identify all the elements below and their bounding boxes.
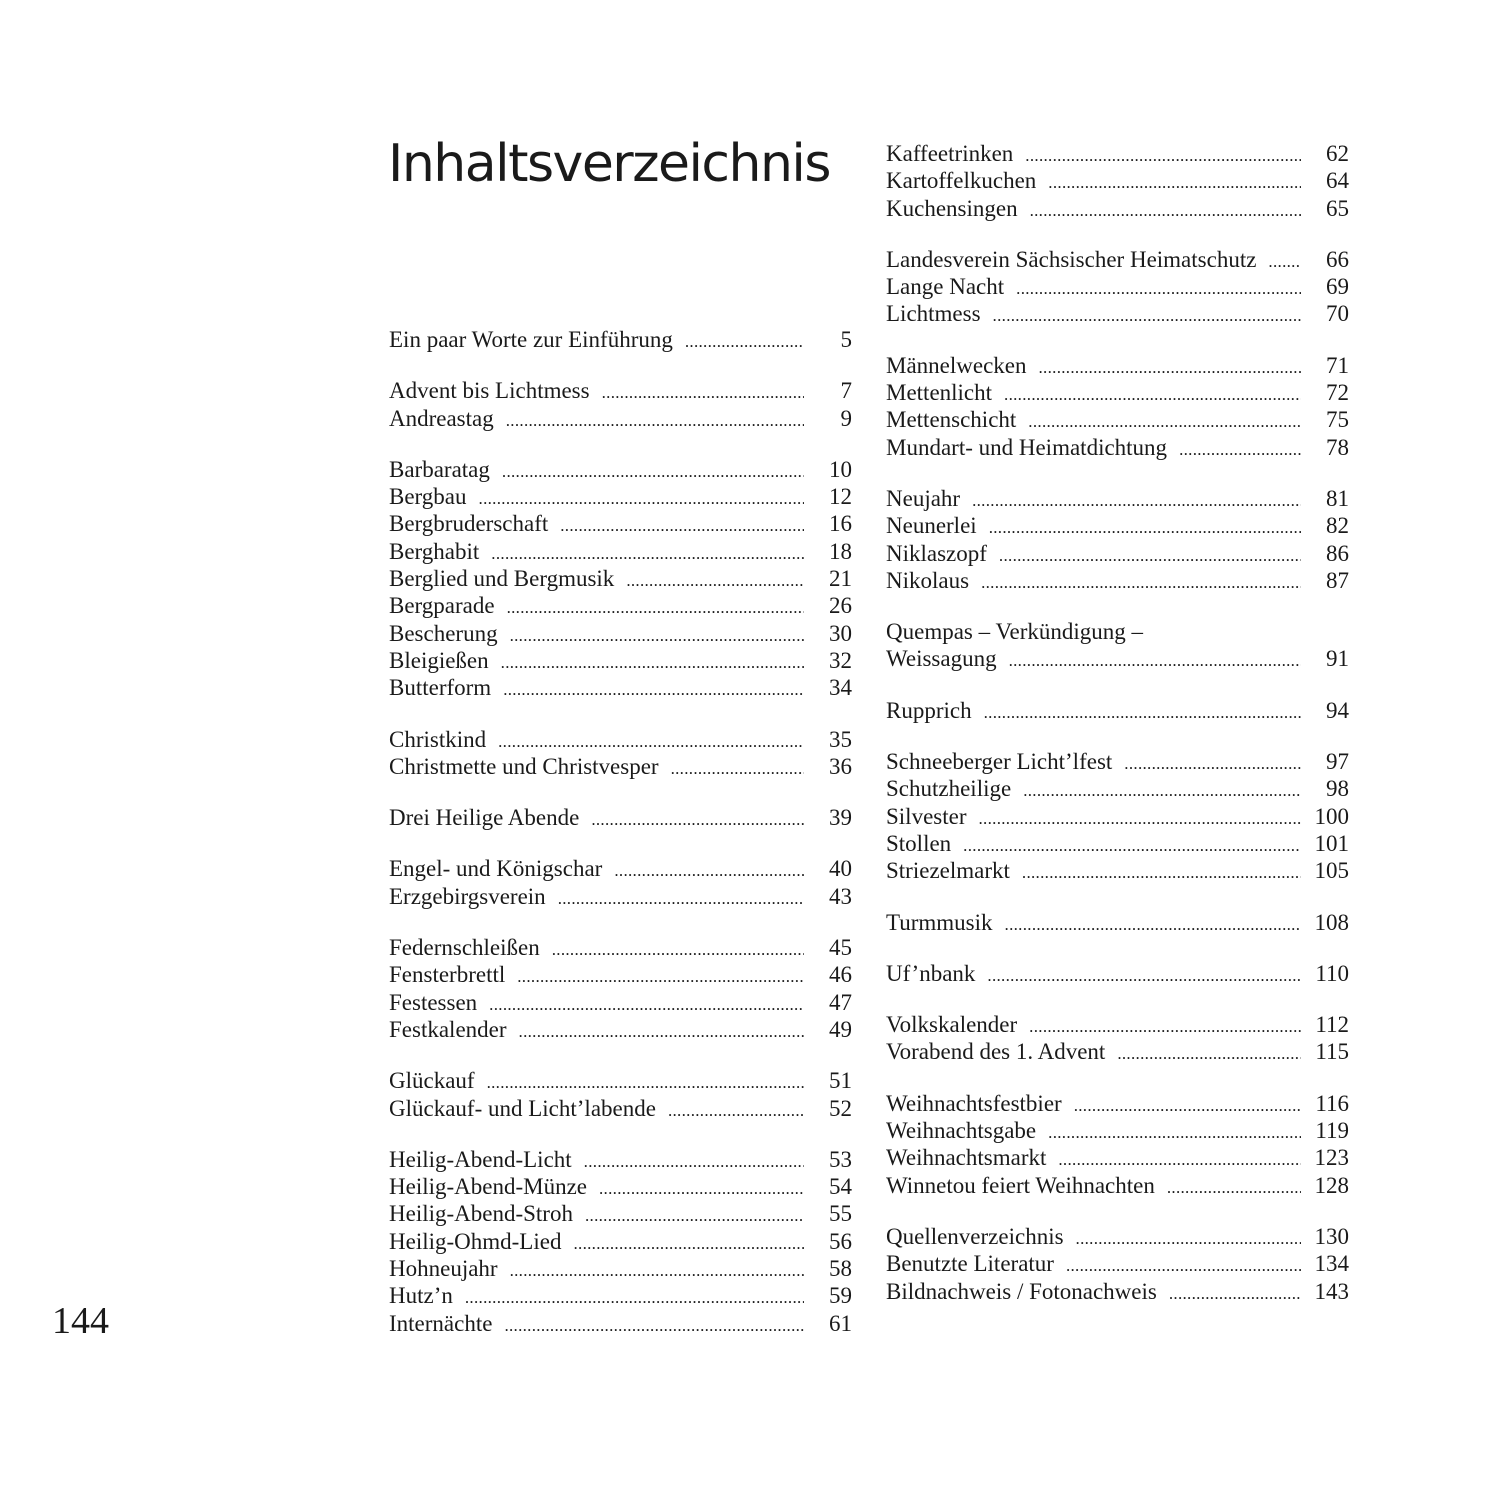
toc-entry-page: 72 <box>1326 380 1349 406</box>
toc-entry <box>886 748 1349 775</box>
toc-entry-page: 130 <box>1314 1223 1349 1249</box>
toc-entry-page: 62 <box>1326 141 1349 166</box>
toc-dot-leader <box>1179 436 1301 463</box>
toc-entry-page: 87 <box>1326 567 1349 593</box>
toc-entry <box>389 620 852 647</box>
toc-entry-page: 110 <box>1315 960 1349 986</box>
toc-dot-leader <box>999 542 1301 569</box>
toc-entry <box>886 645 1349 672</box>
toc-entry <box>886 1117 1349 1144</box>
toc-entry-label: Engel- und Königschar <box>389 856 603 882</box>
toc-entry-page: 5 <box>840 327 852 352</box>
toc-entry-page: 115 <box>1315 1039 1349 1065</box>
toc-dot-leader <box>1169 1280 1301 1307</box>
toc-entry-label: Weihnachtsgabe <box>886 1118 1037 1144</box>
toc-entry-page: 101 <box>1314 830 1349 856</box>
toc-group <box>389 934 852 1043</box>
toc-entry-label: Weihnachtsfestbier <box>886 1090 1062 1116</box>
toc-entry-label: Bleigießen <box>389 647 489 673</box>
toc-dot-leader <box>1030 197 1301 224</box>
toc-entry-page: 53 <box>829 1146 852 1172</box>
toc-dot-leader <box>1028 408 1301 435</box>
toc-entry-label: Uf’nbank <box>886 960 976 986</box>
toc-entry-page: 34 <box>829 675 852 701</box>
toc-entry-page: 9 <box>840 405 852 431</box>
toc-entry <box>886 857 1349 884</box>
toc-dot-leader <box>1167 1174 1301 1201</box>
toc-entry-label: Silvester <box>886 803 967 829</box>
toc-entry-label: Mettenschicht <box>886 407 1017 433</box>
toc-entry-label: Bergbau <box>389 484 467 510</box>
toc-entry-label: Lange Nacht <box>886 274 1005 300</box>
toc-dot-leader <box>1066 1252 1301 1279</box>
toc-entry <box>389 483 852 510</box>
toc-entry <box>389 1095 852 1122</box>
toc-group <box>886 1223 1349 1305</box>
toc-dot-leader <box>465 1284 804 1311</box>
toc-entry <box>389 538 852 565</box>
toc-dot-leader <box>558 885 804 912</box>
toc-entry-page: 10 <box>829 456 852 482</box>
toc-entry-page: 30 <box>829 620 852 646</box>
toc-entry-page: 86 <box>1326 540 1349 566</box>
toc-entry <box>886 803 1349 830</box>
toc-entry-label: Bergbruderschaft <box>389 511 549 537</box>
toc-entry-page: 134 <box>1314 1251 1349 1277</box>
toc-entry-label: Niklaszopf <box>886 540 987 566</box>
toc-entry-label: Festkalender <box>389 1016 507 1042</box>
toc-entry-label: Benutzte Literatur <box>886 1251 1054 1277</box>
toc-group <box>886 618 1349 673</box>
toc-dot-leader <box>987 962 1301 989</box>
toc-entry-page: 55 <box>829 1201 852 1227</box>
toc-entry-page: 75 <box>1326 407 1349 433</box>
toc-entry-page: 71 <box>1326 352 1349 378</box>
toc-dot-leader <box>668 1097 804 1124</box>
toc-entry <box>886 1223 1349 1250</box>
toc-entry-page: 16 <box>829 511 852 537</box>
toc-dot-leader <box>1039 354 1302 381</box>
toc-entry <box>389 1310 852 1337</box>
toc-entry <box>886 1278 1349 1305</box>
toc-entry <box>886 1038 1349 1065</box>
toc-entry <box>389 1067 852 1094</box>
toc-entry-page: 58 <box>829 1256 852 1282</box>
toc-entry-page: 82 <box>1326 513 1349 539</box>
toc-entry-page: 46 <box>829 962 852 988</box>
toc-entry-page: 35 <box>829 726 852 752</box>
toc-dot-leader <box>1022 859 1301 886</box>
toc-entry-page: 100 <box>1314 803 1349 829</box>
toc-entry <box>886 567 1349 594</box>
toc-column-right <box>886 140 1349 1329</box>
toc-entry-page: 21 <box>829 566 852 592</box>
toc-entry-page: 143 <box>1314 1278 1349 1304</box>
toc-dot-leader <box>1268 248 1301 275</box>
toc-dot-leader <box>498 728 804 755</box>
toc-entry-label: Neunerlei <box>886 513 977 539</box>
toc-group <box>886 697 1349 724</box>
toc-dot-leader <box>685 328 804 355</box>
toc-entry <box>886 195 1349 222</box>
toc-entry-page: 18 <box>829 538 852 564</box>
toc-dot-leader <box>1076 1225 1301 1252</box>
toc-entry-page: 56 <box>829 1228 852 1254</box>
toc-group <box>886 1090 1349 1199</box>
toc-dot-leader <box>1124 750 1301 777</box>
toc-dot-leader <box>510 1257 804 1284</box>
toc-entry-label: Kaffeetrinken <box>886 141 1014 166</box>
toc-group <box>886 909 1349 936</box>
toc-entry-label: Bescherung <box>389 620 498 646</box>
toc-entry <box>389 1016 852 1043</box>
toc-entry-label: Berghabit <box>389 538 480 564</box>
toc-dot-leader <box>602 379 804 406</box>
toc-entry-page: 105 <box>1314 858 1349 884</box>
toc-group <box>389 326 852 353</box>
toc-entry-page: 52 <box>829 1095 852 1121</box>
toc-entry <box>886 697 1349 724</box>
toc-entry-label: Vorabend des 1. Advent <box>886 1039 1106 1065</box>
toc-entry <box>886 1172 1349 1199</box>
toc-entry-label: Kartoffelkuchen <box>886 168 1037 194</box>
toc-dot-leader <box>1005 911 1301 938</box>
toc-entry <box>389 1146 852 1173</box>
toc-entry-page: 112 <box>1315 1012 1349 1038</box>
toc-entry-label: Turmmusik <box>886 909 993 935</box>
toc-entry-label: Lichtmess <box>886 301 981 327</box>
toc-entry <box>886 512 1349 539</box>
toc-entry-page: 12 <box>829 484 852 510</box>
toc-dot-leader <box>487 1069 804 1096</box>
toc-entry <box>886 379 1349 406</box>
toc-entry-page: 43 <box>829 883 852 909</box>
toc-dot-leader <box>489 991 804 1018</box>
toc-entry <box>886 618 1349 645</box>
toc-dot-leader <box>1009 647 1301 674</box>
toc-entry-page: 47 <box>829 989 852 1015</box>
toc-entry <box>886 960 1349 987</box>
toc-dot-leader <box>1023 777 1301 804</box>
toc-entry-label: Heilig-Abend-Münze <box>389 1174 587 1200</box>
toc-dot-leader <box>626 567 804 594</box>
toc-entry <box>389 405 852 432</box>
toc-entry-page: 94 <box>1326 697 1349 723</box>
toc-entry <box>389 1282 852 1309</box>
toc-entry <box>389 565 852 592</box>
toc-dot-leader <box>585 1202 804 1229</box>
toc-dot-leader <box>1004 381 1301 408</box>
toc-entry-label: Quellenverzeichnis <box>886 1223 1064 1249</box>
toc-entry-page: 69 <box>1326 274 1349 300</box>
toc-group <box>389 804 852 831</box>
toc-entry <box>389 883 852 910</box>
toc-dot-leader <box>573 1230 804 1257</box>
toc-entry-page: 123 <box>1314 1145 1349 1171</box>
toc-entry <box>886 167 1349 194</box>
toc-dot-leader <box>599 1175 804 1202</box>
toc-entry <box>389 934 852 961</box>
toc-entry <box>389 855 852 882</box>
toc-entry <box>886 1011 1349 1038</box>
toc-entry-label: Weihnachtsmarkt <box>886 1145 1047 1171</box>
toc-dot-leader <box>591 806 804 833</box>
toc-entry-page: 54 <box>829 1174 852 1200</box>
toc-dot-leader <box>479 485 804 512</box>
toc-group <box>886 748 1349 884</box>
toc-entry <box>389 377 852 404</box>
toc-entry-label: Drei Heilige Abende <box>389 805 580 831</box>
toc-entry-page: 59 <box>829 1283 852 1309</box>
toc-dot-leader <box>491 540 804 567</box>
toc-entry-label: Neujahr <box>886 485 961 511</box>
toc-dot-leader <box>503 676 804 703</box>
toc-group <box>389 377 852 432</box>
toc-entry-label: Berglied und Bergmusik <box>389 566 615 592</box>
toc-dot-leader <box>1048 1119 1301 1146</box>
toc-entry-page: 91 <box>1326 646 1349 672</box>
toc-entry-label: Christkind <box>389 726 487 752</box>
toc-entry-page: 45 <box>829 935 852 961</box>
toc-entry-label: Stollen <box>886 830 952 856</box>
toc-entry-page: 116 <box>1315 1090 1349 1116</box>
toc-entry <box>389 726 852 753</box>
toc-entry <box>886 775 1349 802</box>
toc-entry-page: 81 <box>1326 485 1349 511</box>
toc-entry-label: Hohneujahr <box>389 1256 498 1282</box>
toc-entry <box>389 961 852 988</box>
toc-entry-label: Volkskalender <box>886 1012 1018 1038</box>
toc-dot-leader <box>506 407 804 434</box>
toc-entry-label: Männelwecken <box>886 352 1027 378</box>
toc-group <box>389 726 852 781</box>
toc-entry-label: Hutz’n <box>389 1283 453 1309</box>
toc-entry-page: 61 <box>829 1310 852 1336</box>
toc-dot-leader <box>963 832 1301 859</box>
toc-entry-label: Glückauf- und Licht’labende <box>389 1095 656 1121</box>
toc-entry-page: 36 <box>829 753 852 779</box>
toc-group <box>886 485 1349 594</box>
toc-entry-label: Quempas – Verkündigung – <box>886 619 1144 645</box>
toc-dot-leader <box>614 857 804 884</box>
toc-dot-leader <box>584 1148 804 1175</box>
toc-entry <box>389 510 852 537</box>
toc-entry <box>886 1144 1349 1171</box>
toc-entry-page: 7 <box>840 378 852 404</box>
toc-entry-label: Bildnachweis / Fotonachweis <box>886 1278 1157 1304</box>
toc-dot-leader <box>1048 169 1301 196</box>
toc-dot-leader <box>1074 1092 1301 1119</box>
toc-entry-page: 51 <box>829 1068 852 1094</box>
toc-group <box>886 960 1349 987</box>
page-number: 144 <box>52 1300 109 1342</box>
toc-entry <box>886 300 1349 327</box>
toc-group <box>886 352 1349 461</box>
toc-entry-page: 98 <box>1326 776 1349 802</box>
toc-dot-leader <box>1025 142 1301 169</box>
toc-entry <box>389 1228 852 1255</box>
toc-dot-leader <box>552 936 804 963</box>
toc-entry <box>886 909 1349 936</box>
toc-entry <box>886 273 1349 300</box>
toc-entry-label: Fensterbrettl <box>389 962 506 988</box>
toc-entry <box>886 1090 1349 1117</box>
toc-group <box>886 1011 1349 1066</box>
toc-entry-label: Landesverein Sächsischer Heimatschutz <box>886 246 1257 272</box>
toc-entry-label: Glückauf <box>389 1068 475 1094</box>
toc-dot-leader <box>507 594 804 621</box>
toc-dot-leader <box>560 512 804 539</box>
toc-entry-label: Mundart- und Heimatdichtung <box>886 434 1168 460</box>
toc-entry-label: Heilig-Abend-Licht <box>389 1146 572 1172</box>
toc-group <box>389 1067 852 1122</box>
toc-dot-leader <box>1117 1040 1301 1067</box>
toc-column-left <box>389 326 852 1361</box>
toc-entry <box>389 674 852 701</box>
toc-entry-label: Heilig-Ohmd-Lied <box>389 1228 562 1254</box>
toc-entry <box>389 456 852 483</box>
toc-entry-page: 108 <box>1314 909 1349 935</box>
toc-entry <box>886 246 1349 273</box>
toc-entry <box>886 406 1349 433</box>
toc-entry-label: Heilig-Abend-Stroh <box>389 1201 573 1227</box>
toc-entry-label: Striezelmarkt <box>886 858 1010 884</box>
toc-entry <box>389 592 852 619</box>
toc-entry <box>886 352 1349 379</box>
toc-dot-leader <box>502 458 804 485</box>
toc-entry-page: 70 <box>1326 301 1349 327</box>
toc-entry <box>389 647 852 674</box>
toc-entry-page: 128 <box>1314 1172 1349 1198</box>
toc-entry <box>886 540 1349 567</box>
toc-dot-leader <box>989 514 1301 541</box>
toc-entry-label: Schneeberger Licht’lfest <box>886 749 1113 775</box>
toc-entry-label: Mettenlicht <box>886 380 993 406</box>
toc-entry-label: Festessen <box>389 989 478 1015</box>
toc-entry-page: 119 <box>1315 1118 1349 1144</box>
toc-entry-label: Nikolaus <box>886 567 970 593</box>
toc-dot-leader <box>1058 1146 1301 1173</box>
toc-entry <box>389 989 852 1016</box>
toc-dot-leader <box>519 1018 804 1045</box>
toc-dot-leader <box>671 755 804 782</box>
toc-entry <box>886 140 1349 167</box>
toc-group <box>389 855 852 910</box>
toc-dot-leader <box>501 649 804 676</box>
toc-entry-page: 39 <box>829 805 852 831</box>
toc-dot-leader <box>1016 275 1301 302</box>
toc-entry <box>886 830 1349 857</box>
toc-entry-page: 64 <box>1326 168 1349 194</box>
toc-dot-leader <box>972 487 1301 514</box>
toc-entry-page: 32 <box>829 647 852 673</box>
toc-entry-label: Butterform <box>389 675 492 701</box>
toc-dot-leader <box>979 805 1302 832</box>
toc-entry-page: 65 <box>1326 195 1349 221</box>
toc-entry-label: Kuchensingen <box>886 195 1018 221</box>
toc-entry-label: Winnetou feiert Weihnachten <box>886 1172 1155 1198</box>
toc-entry-page: 26 <box>829 593 852 619</box>
toc-entry-label: Internächte <box>389 1310 493 1336</box>
toc-entry-page: 49 <box>829 1016 852 1042</box>
toc-entry-label: Schutzheilige <box>886 776 1012 802</box>
toc-entry-label: Ein paar Worte zur Einführung <box>389 327 673 352</box>
toc-dot-leader <box>504 1312 804 1339</box>
toc-entry-page: 66 <box>1326 246 1349 272</box>
toc-group <box>389 456 852 702</box>
page-title: Inhaltsverzeichnis <box>388 134 830 194</box>
toc-dot-leader <box>984 699 1301 726</box>
toc-entry-label: Bergparade <box>389 593 495 619</box>
toc-entry <box>389 1200 852 1227</box>
toc-entry <box>389 1255 852 1282</box>
toc-entry <box>886 485 1349 512</box>
toc-entry-page: 78 <box>1326 434 1349 460</box>
toc-entry <box>389 1173 852 1200</box>
toc-entry-label: Erzgebirgsverein <box>389 883 546 909</box>
toc-entry-label: Weissagung <box>886 646 997 672</box>
toc-entry-page: 97 <box>1326 749 1349 775</box>
toc-entry-label: Advent bis Lichtmess <box>389 378 590 404</box>
toc-entry <box>389 753 852 780</box>
toc-group <box>886 140 1349 222</box>
toc-entry-label: Andreastag <box>389 405 494 431</box>
toc-entry-label: Rupprich <box>886 697 972 723</box>
toc-dot-leader <box>993 302 1301 329</box>
toc-entry-label: Federnschleißen <box>389 935 540 961</box>
toc-entry <box>886 1250 1349 1277</box>
toc-dot-leader <box>510 622 804 649</box>
toc-entry <box>389 804 852 831</box>
toc-dot-leader <box>1029 1013 1301 1040</box>
toc-group <box>389 1146 852 1337</box>
toc-group <box>886 246 1349 328</box>
toc-entry <box>886 434 1349 461</box>
toc-entry-page: 40 <box>829 856 852 882</box>
toc-entry <box>389 326 852 353</box>
toc-dot-leader <box>517 963 804 990</box>
toc-entry-label: Christmette und Christvesper <box>389 753 659 779</box>
toc-entry-label: Barbaratag <box>389 456 490 482</box>
toc-dot-leader <box>981 569 1301 596</box>
